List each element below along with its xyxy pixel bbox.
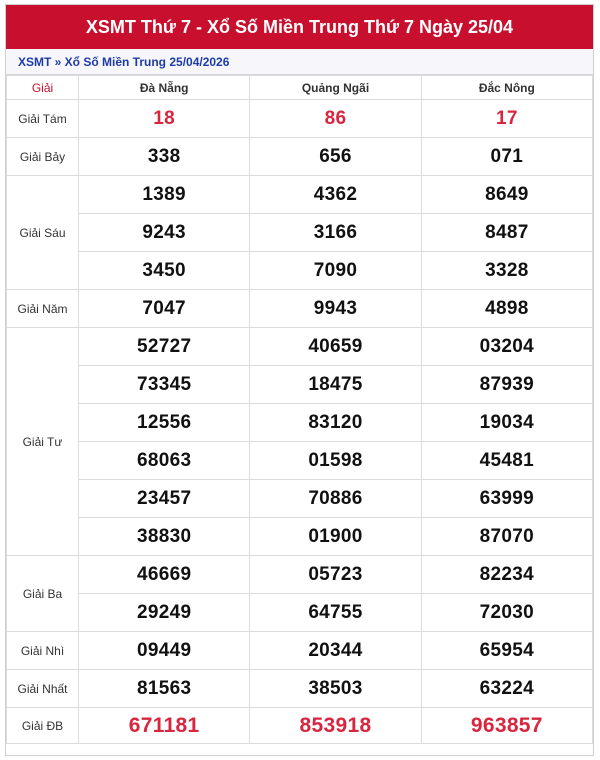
result-number: 3328 [421,252,592,290]
page-title: XSMT Thứ 7 - Xổ Số Miền Trung Thứ 7 Ngày 25/04 [6,5,593,49]
table-row [7,708,593,744]
breadcrumb[interactable] [6,49,593,75]
table-row [7,328,593,366]
table-header-row [7,76,593,100]
table-row [7,670,593,708]
table-row [7,404,593,442]
result-number: 3166 [250,214,421,252]
result-number: 8649 [421,176,592,214]
result-number: 338 [79,138,250,176]
result-number: 01598 [250,442,421,480]
result-number: 87070 [421,518,592,556]
table-row [7,176,593,214]
col-header-province-2[interactable]: Quảng Ngãi [250,76,421,100]
result-number: 071 [421,138,592,176]
result-number: 656 [250,138,421,176]
result-number: 38830 [79,518,250,556]
table-row [7,518,593,556]
result-number: 9243 [79,214,250,252]
prize-label-g3: Giải Ba [7,556,79,632]
result-number: 18 [79,100,250,138]
table-row [7,480,593,518]
result-number: 82234 [421,556,592,594]
prize-label-g5: Giải Năm [7,290,79,328]
prize-label-db: Giải ĐB [7,708,79,744]
jackpot-number: 963857 [421,708,592,744]
result-number: 63224 [421,670,592,708]
col-header-province-1[interactable]: Đà Nẵng [79,76,250,100]
result-number: 63999 [421,480,592,518]
prize-label-g8: Giải Tám [7,100,79,138]
result-number: 3450 [79,252,250,290]
prize-label-g1: Giải Nhất [7,670,79,708]
result-number: 18475 [250,366,421,404]
table-row [7,290,593,328]
result-number: 70886 [250,480,421,518]
result-number: 29249 [79,594,250,632]
results-table [6,75,593,744]
result-number: 9943 [250,290,421,328]
result-number: 7047 [79,290,250,328]
result-number: 52727 [79,328,250,366]
result-number: 73345 [79,366,250,404]
result-number: 87939 [421,366,592,404]
result-number: 19034 [421,404,592,442]
result-number: 1389 [79,176,250,214]
col-header-prize: Giải [7,76,79,100]
table-row [7,442,593,480]
col-header-province-3[interactable]: Đắc Nông [421,76,592,100]
result-number: 23457 [79,480,250,518]
table-row [7,366,593,404]
result-number: 83120 [250,404,421,442]
result-number: 03204 [421,328,592,366]
table-row [7,594,593,632]
result-number: 8487 [421,214,592,252]
table-row [7,252,593,290]
result-number: 45481 [421,442,592,480]
table-row [7,214,593,252]
result-number: 64755 [250,594,421,632]
result-number: 17 [421,100,592,138]
table-row [7,100,593,138]
result-number: 4362 [250,176,421,214]
table-row [7,556,593,594]
prize-label-g6: Giải Sáu [7,176,79,290]
breadcrumb-link[interactable]: XSMT » Xổ Số Miền Trung 25/04/2026 [18,54,230,69]
table-row [7,138,593,176]
result-number: 38503 [250,670,421,708]
result-number: 72030 [421,594,592,632]
result-number: 20344 [250,632,421,670]
jackpot-number: 853918 [250,708,421,744]
prize-label-g4: Giải Tư [7,328,79,556]
result-number: 05723 [250,556,421,594]
result-number: 4898 [421,290,592,328]
result-number: 09449 [79,632,250,670]
result-number: 65954 [421,632,592,670]
jackpot-number: 671181 [79,708,250,744]
result-number: 81563 [79,670,250,708]
result-number: 12556 [79,404,250,442]
result-number: 7090 [250,252,421,290]
result-number: 46669 [79,556,250,594]
results-panel [5,4,594,756]
result-number: 01900 [250,518,421,556]
result-number: 86 [250,100,421,138]
result-number: 40659 [250,328,421,366]
prize-label-g2: Giải Nhì [7,632,79,670]
result-number: 68063 [79,442,250,480]
prize-label-g7: Giải Bảy [7,138,79,176]
table-row [7,632,593,670]
